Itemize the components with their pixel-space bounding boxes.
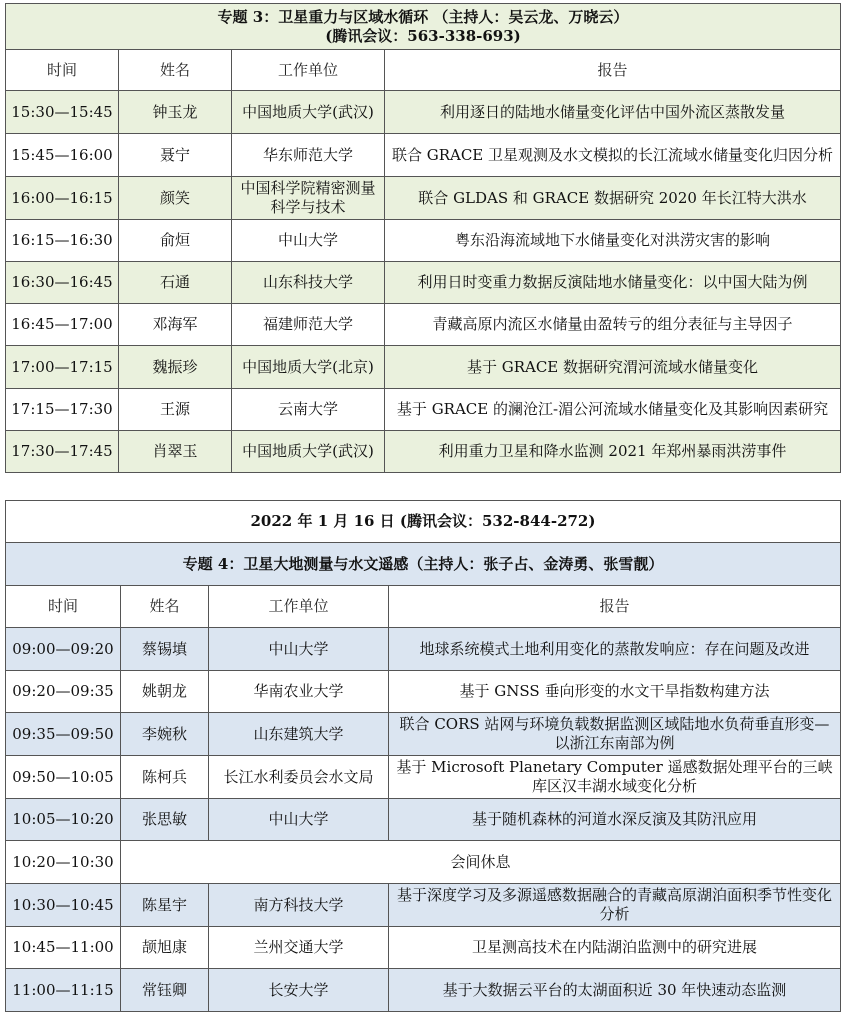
row-org: 兰州交通大学 — [209, 927, 389, 969]
row-talk: 基于深度学习及多源遥感数据融合的青藏高原湖泊面积季节性变化分析 — [389, 884, 841, 927]
row-name: 石通 — [119, 262, 232, 304]
row-name: 聂宁 — [119, 134, 232, 177]
row-org: 中国地质大学(武汉) — [232, 91, 385, 134]
row-org: 云南大学 — [232, 389, 385, 431]
row-org: 华南农业大学 — [209, 671, 389, 713]
row-name: 魏振珍 — [119, 346, 232, 389]
row-org: 华东师范大学 — [232, 134, 385, 177]
row-talk: 粤东沿海流域地下水储量变化对洪涝灾害的影响 — [385, 220, 841, 262]
table-row — [6, 389, 841, 431]
session3-title — [6, 4, 841, 50]
row-org: 长安大学 — [209, 969, 389, 1012]
table-row — [6, 304, 841, 346]
table-row — [6, 671, 841, 713]
table-row — [6, 220, 841, 262]
row-org: 山东建筑大学 — [209, 713, 389, 756]
row-talk: 联合 GLDAS 和 GRACE 数据研究 2020 年长江特大洪水 — [385, 177, 841, 220]
session4-date: 2022 年 1 月 16 日 (腾讯会议：532-844-272) — [6, 501, 841, 543]
table-row — [6, 799, 841, 841]
row-talk: 基于 Microsoft Planetary Computer 遥感数据处理平台的三峡库区汉丰湖水域变化分析 — [389, 756, 841, 799]
table-row — [6, 346, 841, 389]
row-name: 钟玉龙 — [119, 91, 232, 134]
row-talk: 基于 GRACE 的澜沧江-湄公河流域水储量变化及其影响因素研究 — [385, 389, 841, 431]
session3-table — [5, 3, 841, 473]
row-talk: 基于大数据云平台的太湖面积近 30 年快速动态监测 — [389, 969, 841, 1012]
row-org: 中山大学 — [209, 628, 389, 671]
break-label: 会间休息 — [121, 841, 841, 884]
row-time: 09:50—10:05 — [6, 756, 121, 799]
row-org: 中山大学 — [209, 799, 389, 841]
table-row — [6, 756, 841, 799]
row-name: 邓海军 — [119, 304, 232, 346]
row-org: 中国地质大学(武汉) — [232, 431, 385, 473]
session4-title: 专题 4：卫星大地测量与水文遥感（主持人：张子占、金涛勇、张雪靓） — [6, 543, 841, 586]
row-talk: 利用日时变重力数据反演陆地水储量变化：以中国大陆为例 — [385, 262, 841, 304]
row-time: 16:45—17:00 — [6, 304, 119, 346]
row-name: 蔡锡填 — [121, 628, 209, 671]
session3-title-row — [6, 4, 841, 50]
header-name: 姓名 — [119, 50, 232, 91]
table-row — [6, 431, 841, 473]
row-time: 16:15—16:30 — [6, 220, 119, 262]
row-time: 16:00—16:15 — [6, 177, 119, 220]
header-time: 时间 — [6, 50, 119, 91]
session4-table — [5, 500, 841, 1012]
row-time: 09:20—09:35 — [6, 671, 121, 713]
table-row — [6, 713, 841, 756]
header-org: 工作单位 — [232, 50, 385, 91]
row-talk: 利用重力卫星和降水监测 2021 年郑州暴雨洪涝事件 — [385, 431, 841, 473]
row-org: 福建师范大学 — [232, 304, 385, 346]
row-time: 17:15—17:30 — [6, 389, 119, 431]
row-talk: 卫星测高技术在内陆湖泊监测中的研究进展 — [389, 927, 841, 969]
session3-title-line2: (腾讯会议：563-338-693) — [325, 26, 521, 45]
table-row — [6, 927, 841, 969]
row-talk: 基于随机森林的河道水深反演及其防汛应用 — [389, 799, 841, 841]
row-time: 10:05—10:20 — [6, 799, 121, 841]
row-talk: 利用逐日的陆地水储量变化评估中国外流区蒸散发量 — [385, 91, 841, 134]
table-row — [6, 628, 841, 671]
row-org: 长江水利委员会水文局 — [209, 756, 389, 799]
row-talk: 基于 GRACE 数据研究渭河流域水储量变化 — [385, 346, 841, 389]
row-name: 常钰卿 — [121, 969, 209, 1012]
row-talk: 基于 GNSS 垂向形变的水文干旱指数构建方法 — [389, 671, 841, 713]
table-row — [6, 884, 841, 927]
row-time: 17:30—17:45 — [6, 431, 119, 473]
table-row — [6, 91, 841, 134]
row-name: 肖翠玉 — [119, 431, 232, 473]
row-org: 山东科技大学 — [232, 262, 385, 304]
row-time: 17:00—17:15 — [6, 346, 119, 389]
row-time: 09:00—09:20 — [6, 628, 121, 671]
row-talk: 地球系统模式土地利用变化的蒸散发响应：存在问题及改进 — [389, 628, 841, 671]
row-time: 15:30—15:45 — [6, 91, 119, 134]
row-time: 10:45—11:00 — [6, 927, 121, 969]
row-name: 姚朝龙 — [121, 671, 209, 713]
session4-header-row — [6, 586, 841, 628]
table-row — [6, 262, 841, 304]
break-row — [6, 841, 841, 884]
row-time: 16:30—16:45 — [6, 262, 119, 304]
row-name: 陈柯兵 — [121, 756, 209, 799]
row-name: 张思敏 — [121, 799, 209, 841]
row-name: 李婉秋 — [121, 713, 209, 756]
row-name: 俞烜 — [119, 220, 232, 262]
row-name: 王源 — [119, 389, 232, 431]
row-org: 南方科技大学 — [209, 884, 389, 927]
header-name: 姓名 — [121, 586, 209, 628]
row-time: 10:20—10:30 — [6, 841, 121, 884]
row-time: 09:35—09:50 — [6, 713, 121, 756]
row-name: 陈星宇 — [121, 884, 209, 927]
header-time: 时间 — [6, 586, 121, 628]
row-org: 中国科学院精密测量科学与技术 — [232, 177, 385, 220]
row-time: 11:00—11:15 — [6, 969, 121, 1012]
session3-header-row — [6, 50, 841, 91]
table-row — [6, 969, 841, 1012]
row-talk: 青藏高原内流区水储量由盈转亏的组分表征与主导因子 — [385, 304, 841, 346]
header-talk: 报告 — [389, 586, 841, 628]
row-name: 颜笑 — [119, 177, 232, 220]
table-row — [6, 134, 841, 177]
session3-title-line1: 专题 3：卫星重力与区域水循环 （主持人：吴云龙、万晓云） — [217, 7, 629, 26]
header-org: 工作单位 — [209, 586, 389, 628]
row-talk: 联合 CORS 站网与环境负载数据监测区域陆地水负荷垂直形变—以浙江东南部为例 — [389, 713, 841, 756]
session4-date-row — [6, 501, 841, 543]
row-time: 15:45—16:00 — [6, 134, 119, 177]
row-talk: 联合 GRACE 卫星观测及水文模拟的长江流域水储量变化归因分析 — [385, 134, 841, 177]
row-org: 中山大学 — [232, 220, 385, 262]
session4-title-row — [6, 543, 841, 586]
row-org: 中国地质大学(北京) — [232, 346, 385, 389]
row-name: 颉旭康 — [121, 927, 209, 969]
row-time: 10:30—10:45 — [6, 884, 121, 927]
table-row — [6, 177, 841, 220]
header-talk: 报告 — [385, 50, 841, 91]
